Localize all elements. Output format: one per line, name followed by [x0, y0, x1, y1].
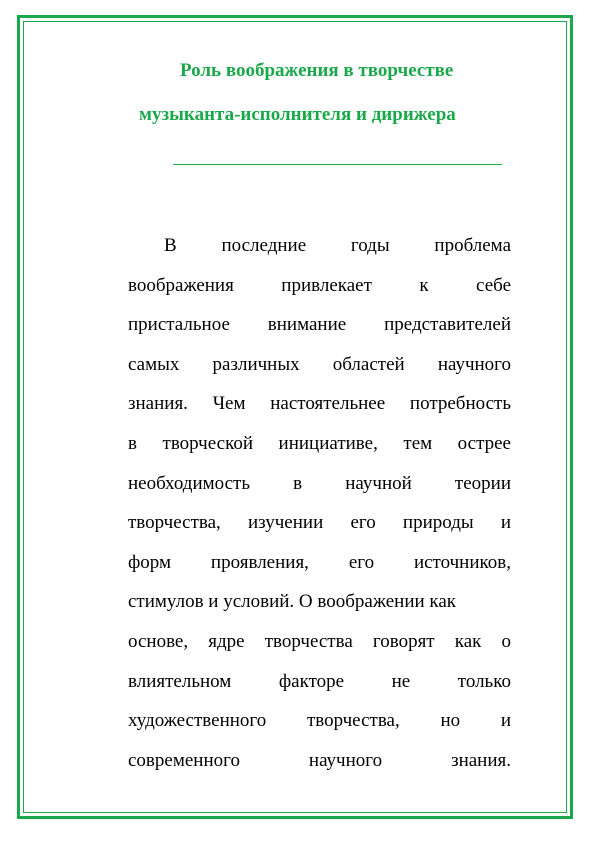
body-line: художественного творчества, но и: [128, 710, 511, 732]
body-line: влиятельном факторе не только: [128, 670, 511, 692]
body-line: стимулов и условий. О воображении как: [128, 591, 457, 613]
body-line: форм проявления, его источников,: [128, 551, 511, 573]
body-line: воображения привлекает к себе: [128, 274, 511, 296]
body-line: самых различных областей научного: [128, 353, 511, 375]
body-line: в творческой инициативе, тем острее: [128, 432, 511, 454]
title-underline: [173, 164, 502, 165]
body-line: основе, ядре творчества говорят как о: [128, 630, 511, 652]
body-line: современного научного знания.: [128, 749, 511, 771]
document-title-line-1: Роль воображения в творчестве: [180, 60, 454, 81]
body-line: творчества, изучении его природы и: [128, 512, 511, 534]
body-line: пристальное внимание представителей: [128, 314, 511, 336]
body-line: необходимость в научной теории: [128, 472, 511, 494]
body-paragraph: [128, 226, 511, 780]
body-line: знания. Чем настоятельнее потребность: [128, 393, 511, 415]
body-line: В последние годы проблема: [164, 235, 511, 256]
document-title-line-2: музыканта-исполнителя и дирижера: [139, 104, 456, 125]
